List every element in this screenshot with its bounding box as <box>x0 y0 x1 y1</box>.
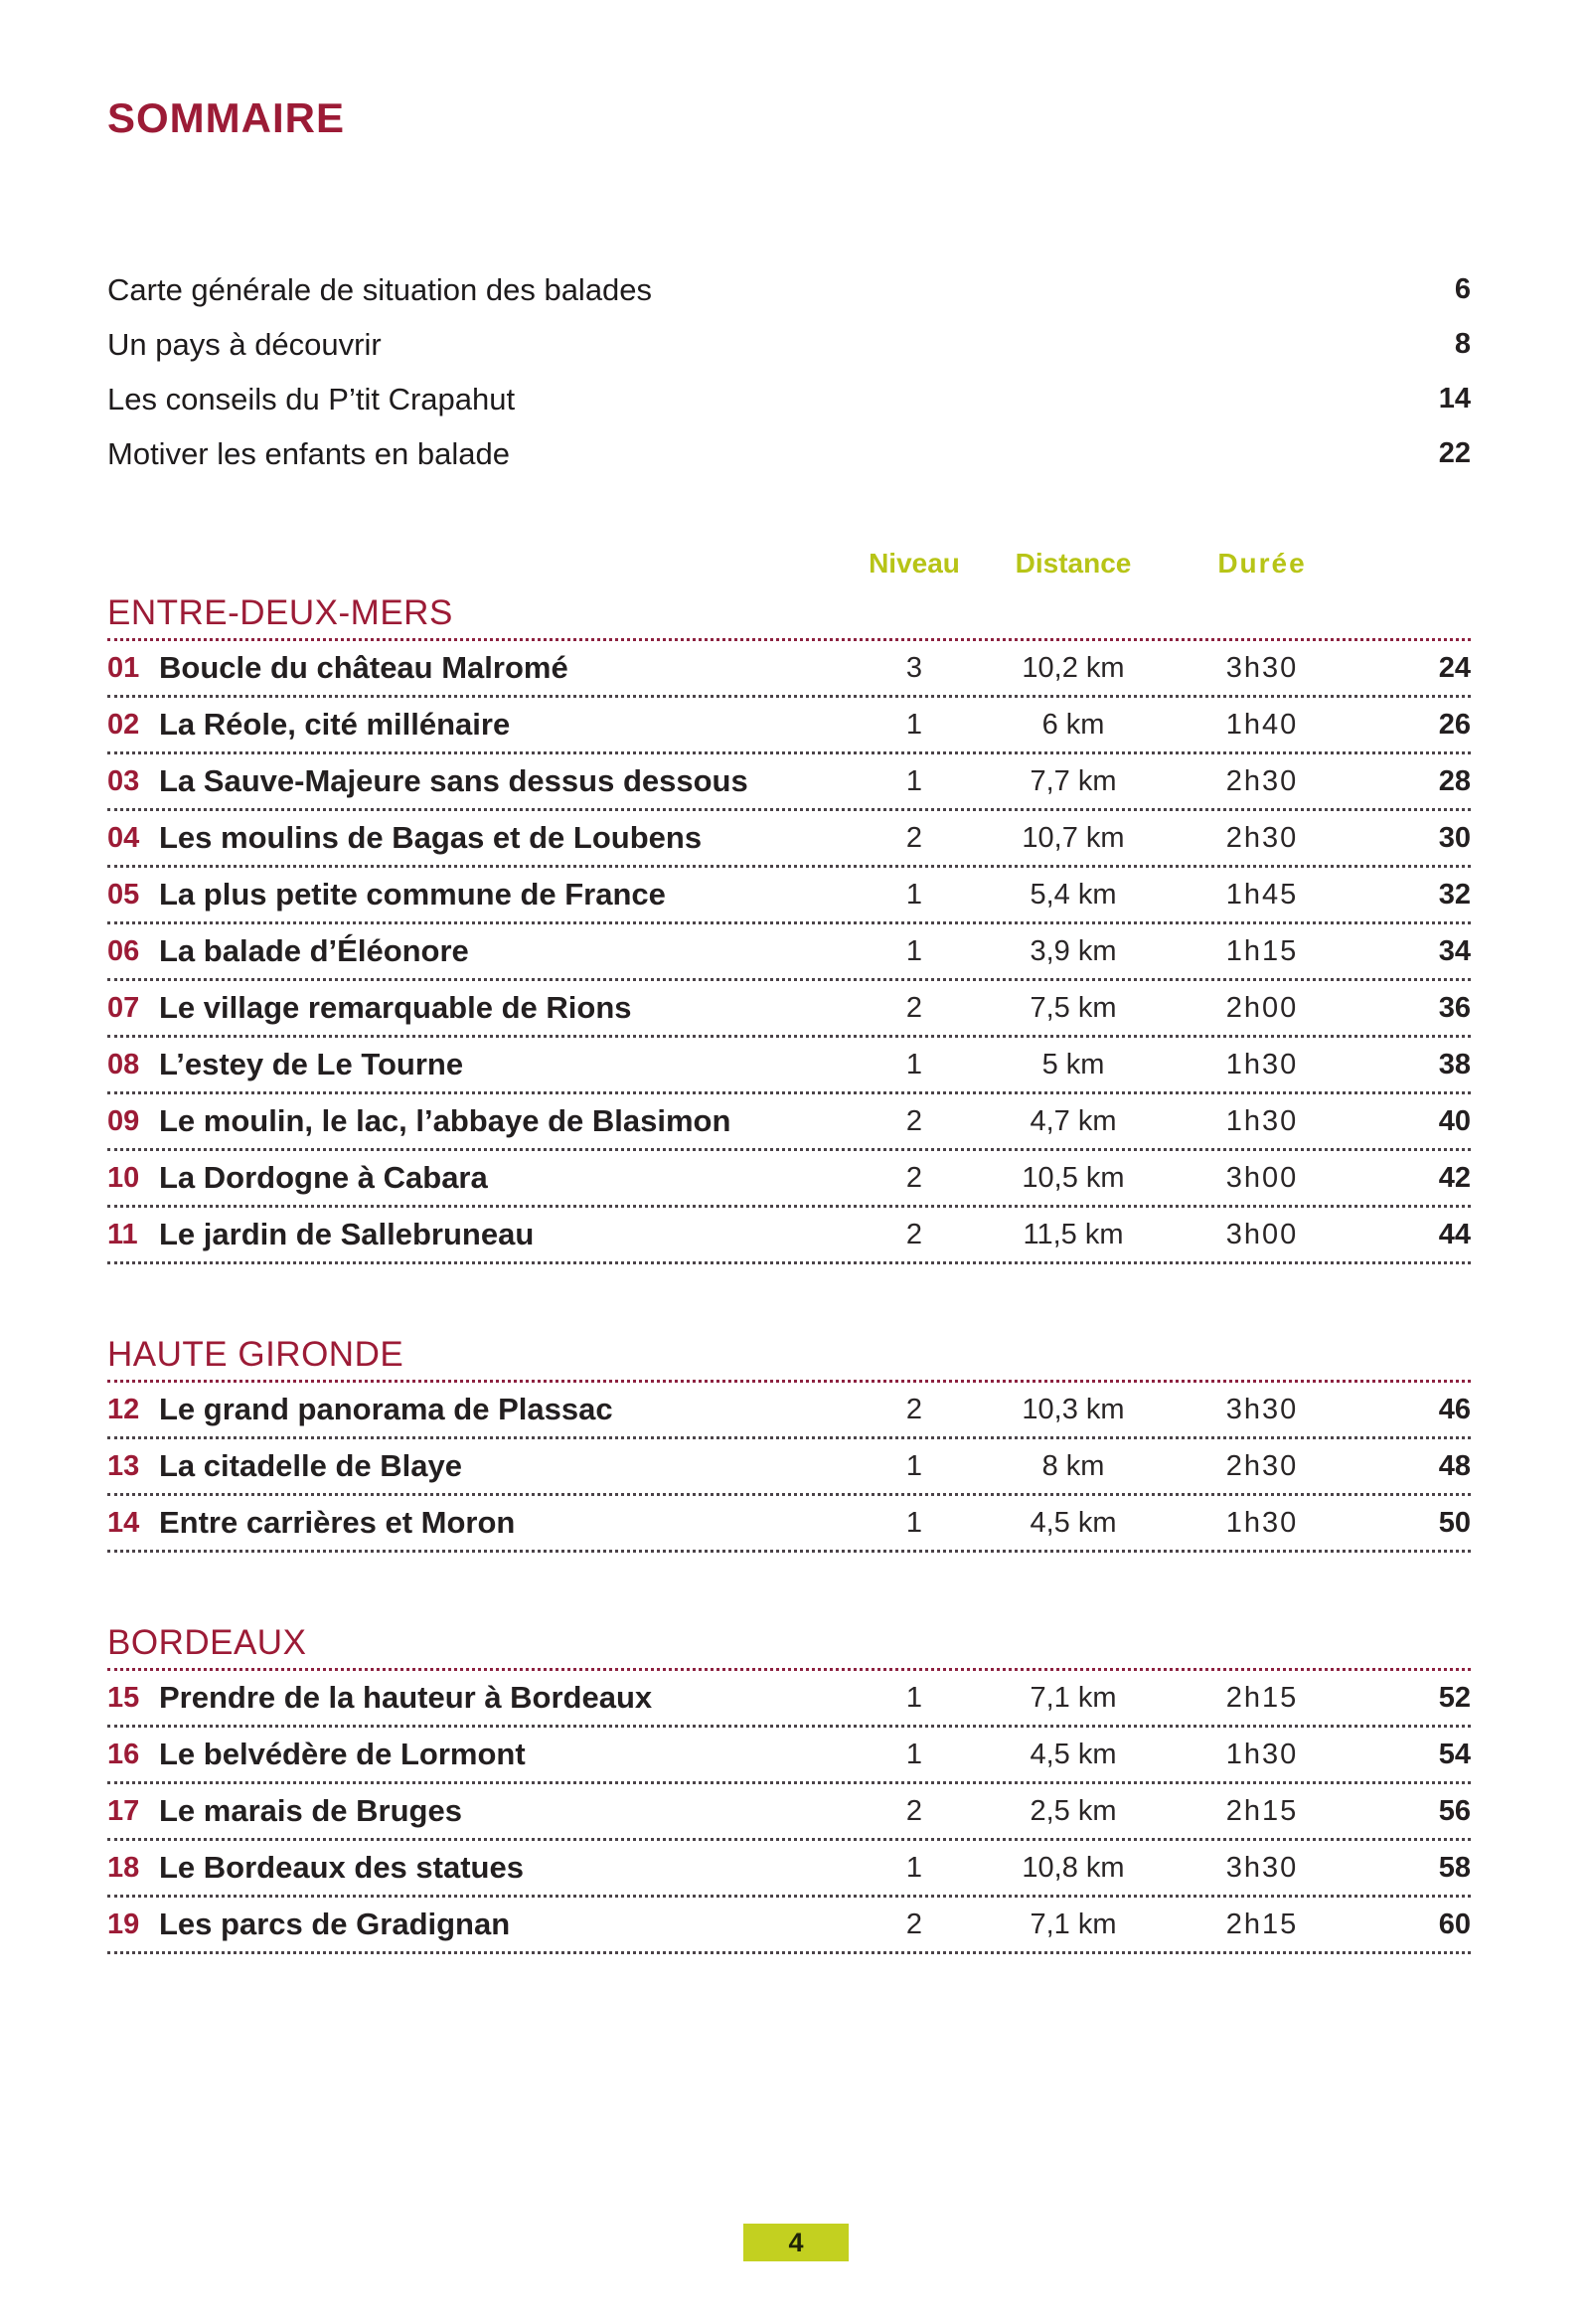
walk-number: 18 <box>107 1851 140 1884</box>
walk-niveau: 2 <box>905 1104 923 1137</box>
walk-duree: 1h45 <box>1225 878 1299 911</box>
walk-page: 54 <box>1438 1738 1471 1770</box>
walk-title: L’estey de Le Tourne <box>159 1047 464 1081</box>
section-rows <box>107 1383 1471 1553</box>
walk-distance: 11,5 km <box>1023 1218 1124 1250</box>
walk-page: 56 <box>1438 1794 1471 1827</box>
walk-distance: 10,2 km <box>1022 651 1125 684</box>
walk-row <box>107 1728 1471 1784</box>
walk-number: 03 <box>107 764 140 797</box>
walk-number: 12 <box>107 1393 140 1425</box>
walk-duree: 2h30 <box>1225 1449 1299 1482</box>
page-footer <box>743 2224 849 2261</box>
walk-number: 08 <box>107 1048 140 1080</box>
walk-title: Le moulin, le lac, l’abbaye de Blasimon <box>159 1103 731 1138</box>
section-heading: HAUTE GIRONDE <box>107 1322 1471 1383</box>
walk-duree: 2h30 <box>1225 821 1299 854</box>
walk-number: 15 <box>107 1681 140 1714</box>
walk-niveau: 1 <box>905 1851 923 1884</box>
walk-number: 10 <box>107 1161 140 1194</box>
intro-item-label: Carte générale de situation des balades <box>107 271 653 307</box>
page-number-badge: 4 <box>743 2224 849 2261</box>
walk-row <box>107 1841 1471 1898</box>
walk-niveau: 3 <box>905 651 923 684</box>
walk-page: 42 <box>1438 1161 1471 1194</box>
walk-distance: 2,5 km <box>1030 1794 1117 1827</box>
toc-section <box>107 1610 1471 1954</box>
intro-item-label: Les conseils du P’tit Crapahut <box>107 381 516 416</box>
walk-duree: 3h00 <box>1225 1161 1299 1194</box>
column-header-niveau: Niveau <box>869 548 960 579</box>
walk-row <box>107 811 1471 868</box>
intro-item-label: Un pays à découvrir <box>107 326 382 362</box>
walk-title: Le village remarquable de Rions <box>159 990 632 1025</box>
walk-niveau: 1 <box>905 708 923 741</box>
intro-item-label: Motiver les enfants en balade <box>107 435 510 471</box>
walk-number: 01 <box>107 651 140 684</box>
walk-distance: 5 km <box>1041 1048 1105 1080</box>
walk-row <box>107 698 1471 754</box>
walk-niveau: 2 <box>905 991 923 1024</box>
walk-page: 34 <box>1438 934 1471 967</box>
walk-title: Le marais de Bruges <box>159 1793 462 1828</box>
walk-page: 50 <box>1438 1506 1471 1539</box>
walk-title: Le belvédère de Lormont <box>159 1737 526 1771</box>
walk-distance: 8 km <box>1041 1449 1105 1482</box>
walk-niveau: 1 <box>905 934 923 967</box>
walk-duree: 3h30 <box>1225 1851 1299 1884</box>
walk-title: Boucle du château Malromé <box>159 650 568 685</box>
walk-row <box>107 1784 1471 1841</box>
walk-number: 14 <box>107 1506 140 1539</box>
walk-number: 06 <box>107 934 140 967</box>
intro-list <box>107 262 1471 481</box>
walk-title: Le Bordeaux des statues <box>159 1850 524 1885</box>
walk-row <box>107 1038 1471 1094</box>
walk-title: La Sauve-Majeure sans dessus dessous <box>159 763 748 798</box>
walk-distance: 4,7 km <box>1030 1104 1117 1137</box>
walk-duree: 2h15 <box>1225 1794 1299 1827</box>
walk-row <box>107 1496 1471 1553</box>
walk-niveau: 1 <box>905 1048 923 1080</box>
walk-niveau: 2 <box>905 1161 923 1194</box>
walk-page: 46 <box>1438 1393 1471 1425</box>
intro-item-page: 22 <box>1438 437 1471 469</box>
walk-page: 30 <box>1438 821 1471 854</box>
walk-niveau: 1 <box>905 1506 923 1539</box>
walk-number: 11 <box>107 1218 138 1250</box>
walk-title: La balade d’Éléonore <box>159 933 469 968</box>
walk-number: 09 <box>107 1104 140 1137</box>
walk-title: La Réole, cité millénaire <box>159 707 511 742</box>
sections-container <box>107 581 1471 1954</box>
intro-item <box>107 262 1471 317</box>
walk-number: 17 <box>107 1794 140 1827</box>
walk-niveau: 2 <box>905 1794 923 1827</box>
walk-page: 28 <box>1438 764 1471 797</box>
walk-row <box>107 1208 1471 1264</box>
walk-page: 60 <box>1438 1908 1471 1940</box>
walk-row <box>107 1151 1471 1208</box>
toc-section <box>107 1322 1471 1553</box>
walk-distance: 7,7 km <box>1030 764 1117 797</box>
intro-item <box>107 372 1471 426</box>
walk-niveau: 2 <box>905 1393 923 1425</box>
walk-duree: 1h30 <box>1225 1104 1299 1137</box>
walk-row <box>107 754 1471 811</box>
intro-item <box>107 426 1471 481</box>
walk-title: Les parcs de Gradignan <box>159 1907 511 1941</box>
page-title: SOMMAIRE <box>107 94 345 141</box>
section-heading: ENTRE-DEUX-MERS <box>107 581 1471 641</box>
walk-niveau: 1 <box>905 764 923 797</box>
walk-duree: 1h40 <box>1225 708 1299 741</box>
intro-item-page: 14 <box>1438 383 1471 415</box>
walk-distance: 7,5 km <box>1030 991 1117 1024</box>
walk-niveau: 2 <box>905 1218 923 1250</box>
walk-page: 44 <box>1438 1218 1471 1250</box>
walk-page: 48 <box>1438 1449 1471 1482</box>
intro-item-page: 6 <box>1454 273 1471 305</box>
walk-row <box>107 1094 1471 1151</box>
toc-section <box>107 581 1471 1264</box>
walk-page: 24 <box>1438 651 1471 684</box>
walk-row <box>107 1671 1471 1728</box>
walk-title: La Dordogne à Cabara <box>159 1160 488 1195</box>
walk-niveau: 2 <box>905 1908 923 1940</box>
intro-item-page: 8 <box>1454 328 1471 360</box>
walk-distance: 10,5 km <box>1022 1161 1125 1194</box>
walk-distance: 4,5 km <box>1030 1738 1117 1770</box>
walk-distance: 7,1 km <box>1030 1908 1117 1940</box>
walk-distance: 7,1 km <box>1030 1681 1117 1714</box>
walk-number: 13 <box>107 1449 140 1482</box>
walk-distance: 10,7 km <box>1022 821 1125 854</box>
walk-page: 32 <box>1438 878 1471 911</box>
column-header-distance: Distance <box>1015 548 1132 579</box>
table-column-headers <box>107 547 1471 581</box>
walk-page: 26 <box>1438 708 1471 741</box>
walk-page: 38 <box>1438 1048 1471 1080</box>
walk-duree: 2h00 <box>1225 991 1299 1024</box>
walk-duree: 2h15 <box>1225 1908 1299 1940</box>
walk-row <box>107 1383 1471 1439</box>
walk-distance: 5,4 km <box>1030 878 1117 911</box>
walk-row <box>107 1439 1471 1496</box>
walk-duree: 3h30 <box>1225 1393 1299 1425</box>
walk-number: 19 <box>107 1908 140 1940</box>
walk-number: 05 <box>107 878 140 911</box>
walk-niveau: 2 <box>905 821 923 854</box>
walk-distance: 6 km <box>1041 708 1105 741</box>
walk-duree: 1h15 <box>1225 934 1299 967</box>
section-rows <box>107 1671 1471 1954</box>
walk-niveau: 1 <box>905 1681 923 1714</box>
walk-distance: 3,9 km <box>1030 934 1117 967</box>
walk-title: Le jardin de Sallebruneau <box>159 1217 535 1251</box>
walk-row <box>107 641 1471 698</box>
walk-page: 58 <box>1438 1851 1471 1884</box>
walk-duree: 1h30 <box>1225 1048 1299 1080</box>
walk-number: 02 <box>107 708 140 741</box>
walk-row <box>107 924 1471 981</box>
walk-title: Entre carrières et Moron <box>159 1505 516 1540</box>
walk-title: La citadelle de Blaye <box>159 1448 462 1483</box>
walk-duree: 3h30 <box>1225 651 1299 684</box>
column-header-duree: Durée <box>1217 548 1307 579</box>
walk-title: Les moulins de Bagas et de Loubens <box>159 820 703 855</box>
walk-niveau: 1 <box>905 1738 923 1770</box>
walk-row <box>107 981 1471 1038</box>
intro-item <box>107 317 1471 372</box>
walk-niveau: 1 <box>905 1449 923 1482</box>
walk-page: 40 <box>1438 1104 1471 1137</box>
walk-title: Prendre de la hauteur à Bordeaux <box>159 1680 653 1715</box>
walk-number: 04 <box>107 821 140 854</box>
walk-distance: 10,8 km <box>1022 1851 1125 1884</box>
walk-duree: 1h30 <box>1225 1506 1299 1539</box>
walk-page: 52 <box>1438 1681 1471 1714</box>
walk-row <box>107 1898 1471 1954</box>
walk-duree: 1h30 <box>1225 1738 1299 1770</box>
walk-niveau: 1 <box>905 878 923 911</box>
section-rows <box>107 641 1471 1264</box>
section-heading: BORDEAUX <box>107 1610 1471 1671</box>
walk-duree: 3h00 <box>1225 1218 1299 1250</box>
walk-title: La plus petite commune de France <box>159 877 666 912</box>
walk-distance: 4,5 km <box>1030 1506 1117 1539</box>
walk-duree: 2h30 <box>1225 764 1299 797</box>
walk-row <box>107 868 1471 924</box>
walk-distance: 10,3 km <box>1022 1393 1125 1425</box>
walk-duree: 2h15 <box>1225 1681 1299 1714</box>
walk-page: 36 <box>1438 991 1471 1024</box>
walk-number: 16 <box>107 1738 140 1770</box>
walk-number: 07 <box>107 991 140 1024</box>
walk-title: Le grand panorama de Plassac <box>159 1392 613 1426</box>
